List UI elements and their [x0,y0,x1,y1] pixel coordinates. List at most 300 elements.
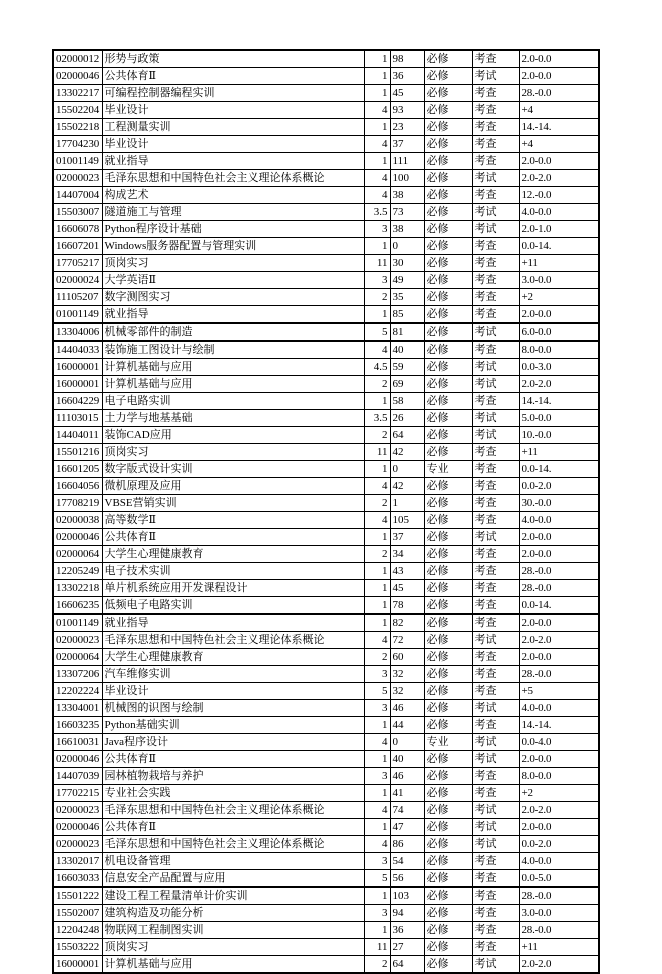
cell-count[interactable]: 60 [390,649,424,666]
cell-hours-distribution[interactable]: 4.0-0.0 [519,512,599,529]
cell-assessment-method[interactable]: 考查 [472,563,519,580]
table-row[interactable] [53,939,599,956]
cell-hours-distribution[interactable]: 2.0-1.0 [519,221,599,238]
cell-credit[interactable]: 11 [364,255,390,272]
cell-course-type[interactable]: 必修 [424,649,472,666]
cell-course-type[interactable]: 必修 [424,68,472,85]
cell-count[interactable]: 47 [390,819,424,836]
table-row[interactable] [53,785,599,802]
cell-credit[interactable]: 3 [364,768,390,785]
table-row[interactable] [53,204,599,221]
cell-course-code[interactable]: 17702215 [53,785,102,802]
cell-credit[interactable]: 1 [364,153,390,170]
cell-hours-distribution[interactable]: 2.0-0.0 [519,306,599,324]
cell-assessment-method[interactable]: 考查 [472,136,519,153]
cell-hours-distribution[interactable]: 2.0-0.0 [519,546,599,563]
cell-course-type[interactable]: 必修 [424,187,472,204]
cell-hours-distribution[interactable]: 0.0-14. [519,461,599,478]
cell-count[interactable]: 1 [390,495,424,512]
cell-course-name[interactable]: 工程测量实训 [102,119,364,136]
cell-course-type[interactable]: 必修 [424,427,472,444]
cell-course-code[interactable]: 01001149 [53,306,102,324]
cell-course-type[interactable]: 必修 [424,170,472,187]
cell-course-type[interactable]: 必修 [424,751,472,768]
cell-hours-distribution[interactable]: +5 [519,683,599,700]
cell-hours-distribution[interactable]: 30.-0.0 [519,495,599,512]
cell-course-name[interactable]: 机械图的识图与绘制 [102,700,364,717]
cell-course-type[interactable]: 必修 [424,393,472,410]
cell-course-name[interactable]: 高等数学Ⅱ [102,512,364,529]
cell-course-code[interactable]: 16607201 [53,238,102,255]
cell-course-name[interactable]: 物联网工程制图实训 [102,922,364,939]
cell-count[interactable]: 0 [390,461,424,478]
cell-course-name[interactable]: 公共体育Ⅱ [102,751,364,768]
cell-count[interactable]: 37 [390,529,424,546]
cell-course-type[interactable]: 必修 [424,870,472,888]
table-row[interactable] [53,68,599,85]
cell-assessment-method[interactable]: 考试 [472,802,519,819]
cell-count[interactable]: 105 [390,512,424,529]
cell-count[interactable]: 38 [390,221,424,238]
table-row[interactable] [53,221,599,238]
cell-assessment-method[interactable]: 考查 [472,255,519,272]
cell-course-type[interactable]: 必修 [424,512,472,529]
cell-course-code[interactable]: 16603235 [53,717,102,734]
table-row[interactable] [53,359,599,376]
cell-credit[interactable]: 4 [364,632,390,649]
cell-assessment-method[interactable]: 考试 [472,376,519,393]
cell-credit[interactable]: 3 [364,853,390,870]
cell-course-type[interactable]: 必修 [424,221,472,238]
cell-course-type[interactable]: 必修 [424,956,472,974]
cell-count[interactable]: 69 [390,376,424,393]
table-row[interactable] [53,50,599,68]
cell-assessment-method[interactable]: 考试 [472,410,519,427]
cell-course-type[interactable]: 必修 [424,922,472,939]
cell-count[interactable]: 42 [390,444,424,461]
table-row[interactable] [53,956,599,974]
cell-course-type[interactable]: 必修 [424,614,472,632]
cell-count[interactable]: 64 [390,427,424,444]
cell-course-type[interactable]: 必修 [424,853,472,870]
cell-course-name[interactable]: 毕业设计 [102,683,364,700]
cell-count[interactable]: 45 [390,580,424,597]
cell-course-code[interactable]: 02000023 [53,632,102,649]
cell-count[interactable]: 36 [390,68,424,85]
cell-count[interactable]: 0 [390,734,424,751]
cell-course-code[interactable]: 17708219 [53,495,102,512]
table-row[interactable] [53,853,599,870]
cell-course-name[interactable]: 园林植物栽培与养护 [102,768,364,785]
cell-count[interactable]: 81 [390,323,424,341]
cell-hours-distribution[interactable]: +4 [519,102,599,119]
cell-assessment-method[interactable]: 考查 [472,50,519,68]
cell-course-code[interactable]: 16603033 [53,870,102,888]
cell-hours-distribution[interactable]: +2 [519,289,599,306]
table-row[interactable] [53,119,599,136]
cell-count[interactable]: 111 [390,153,424,170]
cell-assessment-method[interactable]: 考查 [472,187,519,204]
cell-course-code[interactable]: 12202224 [53,683,102,700]
cell-assessment-method[interactable]: 考试 [472,956,519,974]
table-row[interactable] [53,153,599,170]
cell-count[interactable]: 103 [390,887,424,905]
cell-count[interactable]: 54 [390,853,424,870]
cell-credit[interactable]: 1 [364,238,390,255]
table-row[interactable] [53,323,599,341]
cell-course-name[interactable]: 电子电路实训 [102,393,364,410]
cell-course-type[interactable]: 必修 [424,119,472,136]
cell-course-code[interactable]: 16000001 [53,956,102,974]
cell-course-name[interactable]: 可编程控制器编程实训 [102,85,364,102]
cell-course-type[interactable]: 必修 [424,529,472,546]
cell-assessment-method[interactable]: 考查 [472,153,519,170]
cell-course-type[interactable]: 必修 [424,546,472,563]
cell-course-name[interactable]: 汽车维修实训 [102,666,364,683]
cell-hours-distribution[interactable]: 0.0-2.0 [519,836,599,853]
table-row[interactable] [53,546,599,563]
table-row[interactable] [53,136,599,153]
cell-course-type[interactable]: 必修 [424,632,472,649]
cell-assessment-method[interactable]: 考试 [472,836,519,853]
cell-course-type[interactable]: 必修 [424,410,472,427]
cell-count[interactable]: 86 [390,836,424,853]
cell-hours-distribution[interactable]: 0.0-14. [519,597,599,615]
cell-course-name[interactable]: 顶岗实习 [102,444,364,461]
cell-hours-distribution[interactable]: 4.0-0.0 [519,853,599,870]
cell-hours-distribution[interactable]: 2.0-2.0 [519,632,599,649]
cell-credit[interactable]: 4 [364,802,390,819]
cell-assessment-method[interactable]: 考查 [472,272,519,289]
cell-count[interactable]: 72 [390,632,424,649]
cell-course-code[interactable]: 15501216 [53,444,102,461]
table-row[interactable] [53,802,599,819]
cell-assessment-method[interactable]: 考查 [472,853,519,870]
cell-course-code[interactable]: 16604056 [53,478,102,495]
cell-credit[interactable]: 1 [364,50,390,68]
cell-count[interactable]: 59 [390,359,424,376]
cell-assessment-method[interactable]: 考查 [472,546,519,563]
cell-course-code[interactable]: 02000023 [53,802,102,819]
cell-hours-distribution[interactable]: 28.-0.0 [519,85,599,102]
cell-course-type[interactable]: 必修 [424,802,472,819]
cell-credit[interactable]: 2 [364,495,390,512]
cell-course-code[interactable]: 14407004 [53,187,102,204]
table-row[interactable] [53,836,599,853]
cell-course-type[interactable]: 必修 [424,495,472,512]
cell-course-name[interactable]: 毛泽东思想和中国特色社会主义理论体系概论 [102,836,364,853]
cell-course-name[interactable]: 就业指导 [102,614,364,632]
cell-course-code[interactable]: 14404033 [53,341,102,359]
cell-assessment-method[interactable]: 考试 [472,68,519,85]
cell-course-code[interactable]: 11105207 [53,289,102,306]
cell-hours-distribution[interactable]: 2.0-2.0 [519,802,599,819]
cell-credit[interactable]: 4 [364,170,390,187]
cell-course-type[interactable]: 必修 [424,597,472,615]
cell-course-type[interactable]: 必修 [424,238,472,255]
cell-course-name[interactable]: 公共体育Ⅱ [102,529,364,546]
cell-assessment-method[interactable]: 考查 [472,614,519,632]
cell-hours-distribution[interactable]: 2.0-2.0 [519,956,599,974]
cell-course-code[interactable]: 17705217 [53,255,102,272]
cell-credit[interactable]: 11 [364,939,390,956]
cell-assessment-method[interactable]: 考试 [472,819,519,836]
cell-assessment-method[interactable]: 考查 [472,85,519,102]
cell-course-code[interactable]: 02000024 [53,272,102,289]
cell-count[interactable]: 30 [390,255,424,272]
cell-credit[interactable]: 4 [364,187,390,204]
table-row[interactable] [53,751,599,768]
cell-course-type[interactable]: 专业 [424,734,472,751]
cell-course-type[interactable]: 必修 [424,836,472,853]
cell-course-code[interactable]: 16000001 [53,359,102,376]
cell-count[interactable]: 27 [390,939,424,956]
cell-hours-distribution[interactable]: 2.0-2.0 [519,170,599,187]
cell-hours-distribution[interactable]: 2.0-0.0 [519,649,599,666]
cell-course-code[interactable]: 02000023 [53,836,102,853]
cell-course-type[interactable]: 必修 [424,563,472,580]
cell-credit[interactable]: 2 [364,289,390,306]
cell-course-code[interactable]: 02000064 [53,649,102,666]
cell-credit[interactable]: 2 [364,376,390,393]
cell-hours-distribution[interactable]: 4.0-0.0 [519,700,599,717]
cell-course-code[interactable]: 14407039 [53,768,102,785]
cell-credit[interactable]: 4 [364,734,390,751]
cell-credit[interactable]: 1 [364,306,390,324]
cell-assessment-method[interactable]: 考试 [472,529,519,546]
cell-assessment-method[interactable]: 考查 [472,887,519,905]
cell-credit[interactable]: 5 [364,683,390,700]
cell-course-name[interactable]: 毛泽东思想和中国特色社会主义理论体系概论 [102,632,364,649]
cell-credit[interactable]: 4 [364,102,390,119]
cell-assessment-method[interactable]: 考试 [472,323,519,341]
cell-assessment-method[interactable]: 考试 [472,632,519,649]
cell-count[interactable]: 38 [390,187,424,204]
cell-course-code[interactable]: 02000023 [53,170,102,187]
cell-credit[interactable]: 11 [364,444,390,461]
cell-course-code[interactable]: 17704230 [53,136,102,153]
cell-assessment-method[interactable]: 考查 [472,495,519,512]
cell-course-name[interactable]: 公共体育Ⅱ [102,819,364,836]
cell-course-name[interactable]: 装饰CAD应用 [102,427,364,444]
table-row[interactable] [53,563,599,580]
cell-credit[interactable]: 4 [364,478,390,495]
cell-credit[interactable]: 1 [364,597,390,615]
cell-course-type[interactable]: 必修 [424,905,472,922]
cell-course-type[interactable]: 必修 [424,819,472,836]
cell-credit[interactable]: 1 [364,461,390,478]
cell-course-name[interactable]: Python基础实训 [102,717,364,734]
cell-assessment-method[interactable]: 考查 [472,939,519,956]
cell-assessment-method[interactable]: 考试 [472,427,519,444]
cell-credit[interactable]: 3.5 [364,204,390,221]
cell-course-type[interactable]: 必修 [424,306,472,324]
cell-hours-distribution[interactable]: 8.0-0.0 [519,768,599,785]
cell-course-code[interactable]: 16606235 [53,597,102,615]
cell-hours-distribution[interactable]: 2.0-0.0 [519,819,599,836]
table-row[interactable] [53,717,599,734]
cell-course-type[interactable]: 必修 [424,376,472,393]
cell-credit[interactable]: 3.5 [364,410,390,427]
cell-course-code[interactable]: 13302218 [53,580,102,597]
cell-course-type[interactable]: 必修 [424,444,472,461]
cell-count[interactable]: 100 [390,170,424,187]
cell-credit[interactable]: 4.5 [364,359,390,376]
cell-course-type[interactable]: 必修 [424,50,472,68]
table-row[interactable] [53,819,599,836]
cell-course-type[interactable]: 必修 [424,255,472,272]
cell-assessment-method[interactable]: 考查 [472,922,519,939]
cell-hours-distribution[interactable]: +11 [519,255,599,272]
cell-course-type[interactable]: 必修 [424,939,472,956]
table-row[interactable] [53,734,599,751]
cell-credit[interactable]: 2 [364,546,390,563]
cell-hours-distribution[interactable]: 28.-0.0 [519,887,599,905]
cell-assessment-method[interactable]: 考查 [472,768,519,785]
table-row[interactable] [53,341,599,359]
cell-assessment-method[interactable]: 考查 [472,512,519,529]
cell-assessment-method[interactable]: 考查 [472,905,519,922]
cell-assessment-method[interactable]: 考查 [472,580,519,597]
cell-count[interactable]: 26 [390,410,424,427]
table-row[interactable] [53,597,599,615]
cell-count[interactable]: 36 [390,922,424,939]
cell-course-code[interactable]: 02000046 [53,751,102,768]
cell-course-code[interactable]: 16601205 [53,461,102,478]
cell-course-type[interactable]: 必修 [424,136,472,153]
cell-hours-distribution[interactable]: 0.0-5.0 [519,870,599,888]
cell-course-code[interactable]: 16606078 [53,221,102,238]
cell-hours-distribution[interactable]: 4.0-0.0 [519,204,599,221]
cell-course-code[interactable]: 02000012 [53,50,102,68]
cell-course-code[interactable]: 15502007 [53,905,102,922]
cell-course-code[interactable]: 15502218 [53,119,102,136]
cell-course-type[interactable]: 必修 [424,768,472,785]
cell-course-type[interactable]: 必修 [424,341,472,359]
cell-assessment-method[interactable]: 考查 [472,461,519,478]
cell-count[interactable]: 32 [390,683,424,700]
cell-assessment-method[interactable]: 考试 [472,359,519,376]
cell-course-code[interactable]: 13302217 [53,85,102,102]
cell-credit[interactable]: 1 [364,751,390,768]
table-row[interactable] [53,410,599,427]
table-row[interactable] [53,512,599,529]
table-row[interactable] [53,614,599,632]
cell-course-type[interactable]: 必修 [424,700,472,717]
cell-credit[interactable]: 3 [364,700,390,717]
cell-course-name[interactable]: 建筑构造及功能分析 [102,905,364,922]
cell-course-code[interactable]: 02000046 [53,68,102,85]
cell-course-code[interactable]: 02000046 [53,819,102,836]
cell-course-name[interactable]: 毛泽东思想和中国特色社会主义理论体系概论 [102,170,364,187]
table-row[interactable] [53,187,599,204]
cell-course-code[interactable]: 01001149 [53,614,102,632]
cell-credit[interactable]: 1 [364,119,390,136]
table-row[interactable] [53,85,599,102]
table-row[interactable] [53,700,599,717]
cell-assessment-method[interactable]: 考查 [472,649,519,666]
cell-credit[interactable]: 1 [364,529,390,546]
cell-course-type[interactable]: 专业 [424,461,472,478]
cell-course-type[interactable]: 必修 [424,204,472,221]
cell-count[interactable]: 23 [390,119,424,136]
cell-credit[interactable]: 3 [364,666,390,683]
cell-assessment-method[interactable]: 考查 [472,119,519,136]
cell-course-type[interactable]: 必修 [424,580,472,597]
cell-hours-distribution[interactable]: +11 [519,444,599,461]
table-row[interactable] [53,255,599,272]
table-row[interactable] [53,306,599,324]
cell-course-code[interactable]: 13302017 [53,853,102,870]
table-row[interactable] [53,768,599,785]
cell-count[interactable]: 32 [390,666,424,683]
table-row[interactable] [53,649,599,666]
cell-assessment-method[interactable]: 考查 [472,444,519,461]
cell-assessment-method[interactable]: 考查 [472,666,519,683]
table-row[interactable] [53,580,599,597]
cell-assessment-method[interactable]: 考试 [472,751,519,768]
cell-course-code[interactable]: 15501222 [53,887,102,905]
cell-hours-distribution[interactable]: 2.0-0.0 [519,153,599,170]
cell-course-code[interactable]: 12205249 [53,563,102,580]
table-row[interactable] [53,444,599,461]
table-row[interactable] [53,170,599,187]
cell-credit[interactable]: 1 [364,563,390,580]
cell-credit[interactable]: 2 [364,427,390,444]
cell-course-code[interactable]: 13304001 [53,700,102,717]
cell-count[interactable]: 42 [390,478,424,495]
cell-hours-distribution[interactable]: +2 [519,785,599,802]
cell-hours-distribution[interactable]: 28.-0.0 [519,580,599,597]
cell-count[interactable]: 94 [390,905,424,922]
cell-assessment-method[interactable]: 考查 [472,683,519,700]
cell-count[interactable]: 43 [390,563,424,580]
cell-hours-distribution[interactable]: 2.0-0.0 [519,751,599,768]
cell-course-name[interactable]: 公共体育Ⅱ [102,68,364,85]
cell-assessment-method[interactable]: 考试 [472,734,519,751]
cell-assessment-method[interactable]: 考试 [472,221,519,238]
cell-assessment-method[interactable]: 考查 [472,478,519,495]
cell-course-name[interactable]: 机电设备管理 [102,853,364,870]
cell-hours-distribution[interactable]: 0.0-14. [519,238,599,255]
cell-count[interactable]: 0 [390,238,424,255]
cell-assessment-method[interactable]: 考查 [472,341,519,359]
table-row[interactable] [53,887,599,905]
cell-course-type[interactable]: 必修 [424,478,472,495]
cell-credit[interactable]: 1 [364,68,390,85]
cell-assessment-method[interactable]: 考查 [472,238,519,255]
cell-course-name[interactable]: 机械零部件的制造 [102,323,364,341]
cell-course-name[interactable]: 专业社会实践 [102,785,364,802]
cell-course-name[interactable]: 数字版式设计实训 [102,461,364,478]
table-row[interactable] [53,666,599,683]
table-row[interactable] [53,238,599,255]
cell-hours-distribution[interactable]: 2.0-0.0 [519,614,599,632]
cell-count[interactable]: 41 [390,785,424,802]
cell-count[interactable]: 37 [390,136,424,153]
cell-course-type[interactable]: 必修 [424,683,472,700]
table-row[interactable] [53,393,599,410]
table-row[interactable] [53,632,599,649]
cell-course-name[interactable]: 建设工程工程量清单计价实训 [102,887,364,905]
cell-count[interactable]: 40 [390,341,424,359]
cell-count[interactable]: 49 [390,272,424,289]
cell-course-type[interactable]: 必修 [424,785,472,802]
cell-assessment-method[interactable]: 考试 [472,700,519,717]
cell-course-code[interactable]: 02000064 [53,546,102,563]
cell-course-name[interactable]: 顶岗实习 [102,255,364,272]
cell-course-name[interactable]: 顶岗实习 [102,939,364,956]
